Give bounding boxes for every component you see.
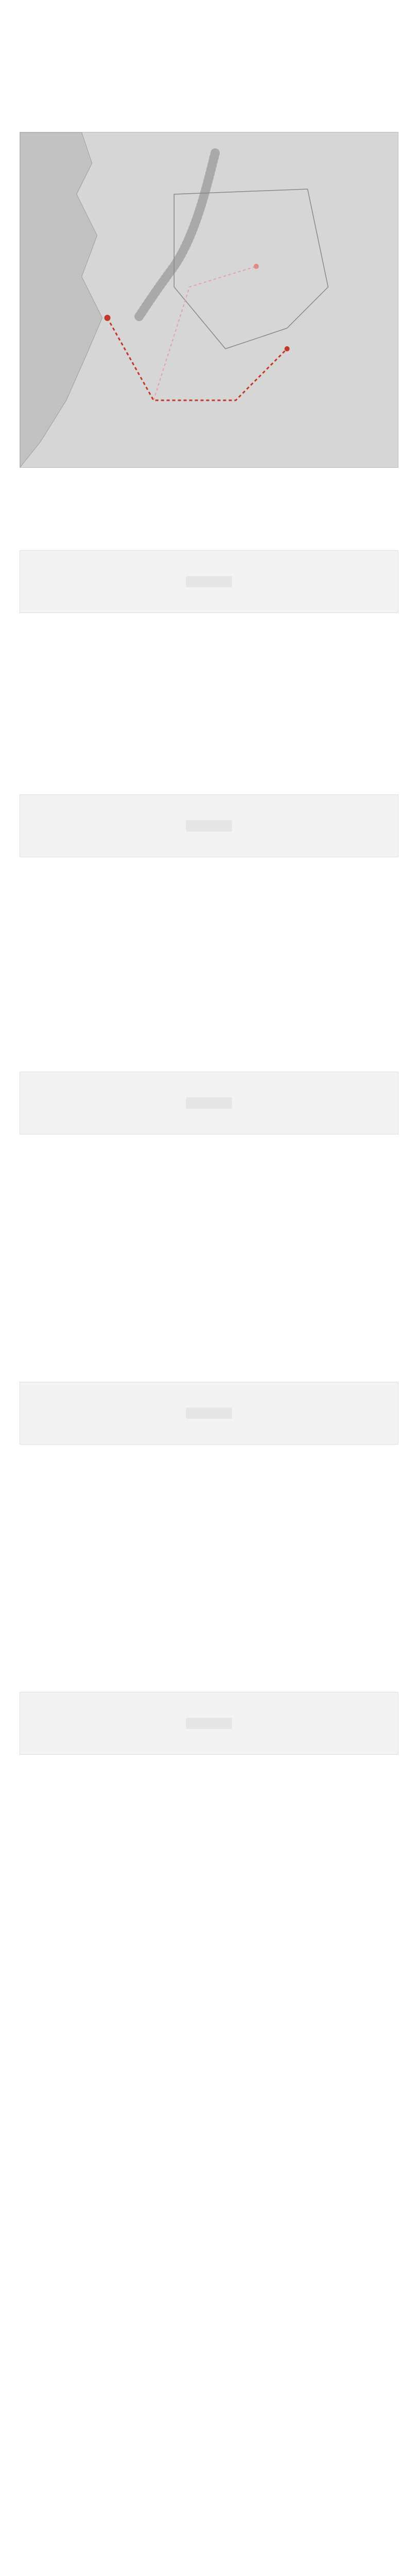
paragraph [20,1461,398,1479]
paragraph [20,1151,398,1168]
image-placeholder-icon [186,1718,232,1729]
paragraph [20,2134,398,2151]
paragraph [20,728,398,746]
paragraph [20,2002,398,2020]
inline-image [20,1072,398,1134]
paragraph [20,973,398,990]
paragraph [20,1593,398,1611]
paragraph [20,2233,398,2250]
paragraph [20,2068,398,2086]
paragraph [20,630,398,647]
image-placeholder-icon [186,820,232,832]
paragraph [20,1837,398,1855]
paragraph [20,2035,398,2053]
paragraph [20,663,398,680]
paragraph [20,1283,398,1300]
paragraph [20,2167,398,2184]
paragraph [20,2101,398,2119]
paragraph [20,1349,398,1366]
paragraph [20,33,398,50]
inline-image [20,1692,398,1755]
paragraph [20,1804,398,1822]
paragraph [20,1250,398,1267]
map-figure [20,132,398,468]
image-placeholder-icon [186,1097,232,1109]
paragraph [20,1184,398,1201]
image-placeholder-icon [186,1408,232,1419]
paragraph [20,1903,398,1921]
paragraph [20,1870,398,1888]
paragraph [20,66,398,83]
paragraph [20,99,398,116]
paragraph [20,940,398,957]
paragraph [20,0,398,18]
paragraph [20,696,398,713]
paragraph [20,2266,398,2283]
paragraph [20,1969,398,1987]
paragraph [20,1626,398,1643]
paragraph [20,1560,398,1578]
paragraph [20,1494,398,1512]
paragraph [20,1006,398,1023]
inline-image [20,550,398,613]
paragraph [20,2299,398,2316]
paragraph [20,484,398,502]
paragraph [20,761,398,779]
inline-image [20,794,398,857]
paragraph [20,874,398,891]
paragraph [20,2200,398,2217]
paragraph [20,1659,398,1676]
paragraph [20,1039,398,1056]
paragraph [20,1771,398,1789]
inline-image [20,1382,398,1445]
paragraph [20,1527,398,1545]
paragraph [20,1217,398,1234]
image-placeholder-icon [186,576,232,587]
map-illustration-icon [20,132,398,467]
paragraph [20,1936,398,1954]
paragraph [20,1316,398,1333]
paragraph [20,517,398,535]
paragraph [20,907,398,924]
